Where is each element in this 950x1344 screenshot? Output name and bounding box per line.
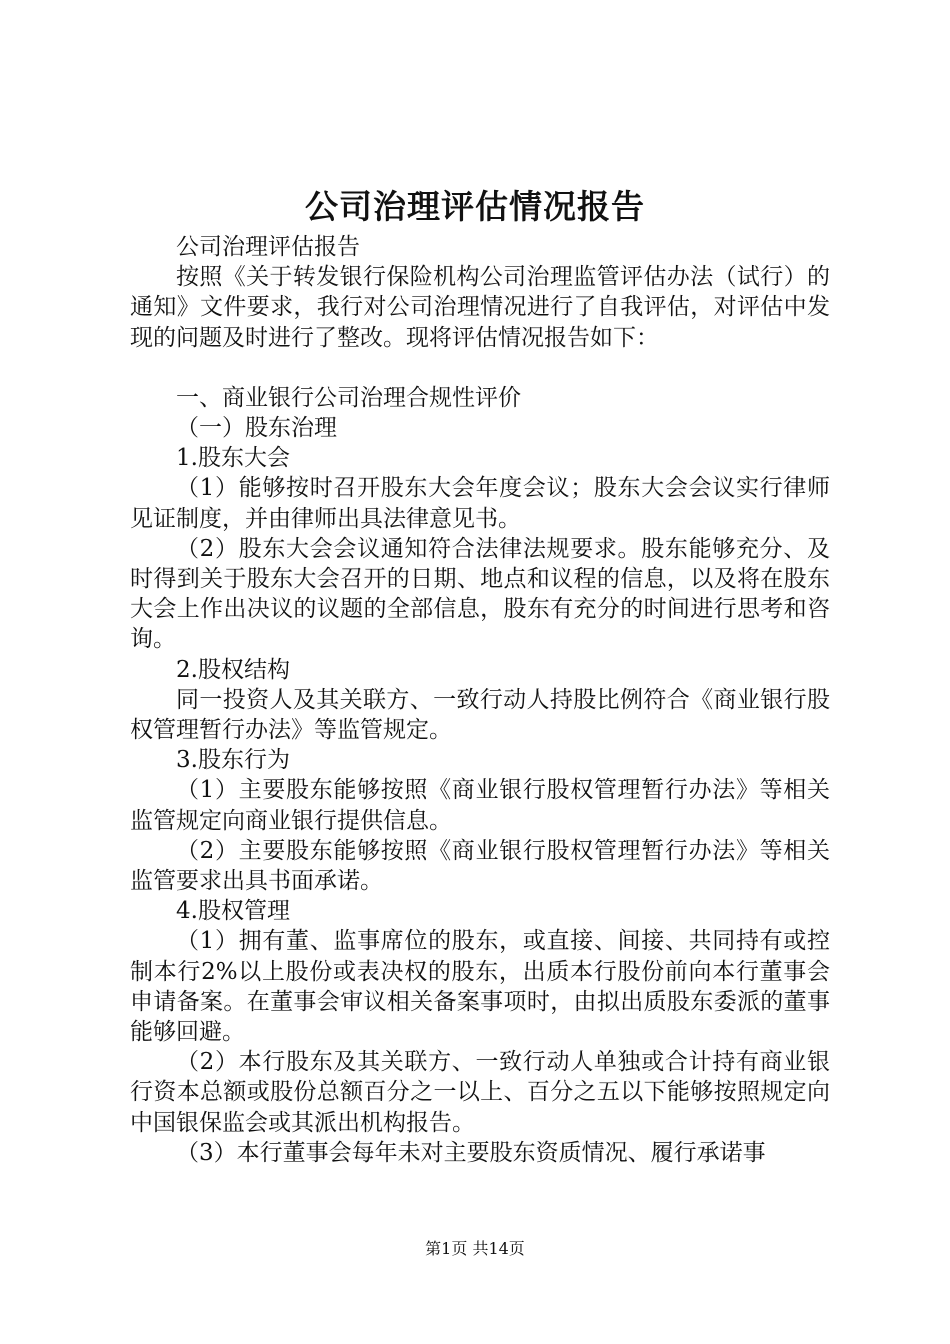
paragraph-item-1-2: （2）股东大会会议通知符合法律法规要求。股东能够充分、及时得到关于股东大会召开的日期、地点和议程的信息，以及将在股东大会上作出决议的议题的全部信息，股东有充分的时间进行思考和咨询。 xyxy=(130,535,830,653)
paragraph-item-4-1: （1）拥有董、监事席位的股东，或直接、间接、共同持有或控制本行2%以上股份或表决权的股东，出质本行股份前向本行董事会申请备案。在董事会审议相关备案事项时，由拟出质股东委派的董事能够回避。 xyxy=(130,928,830,1046)
heading-subsection-1: （一）股东治理 xyxy=(176,415,337,442)
heading-item-2: 2.股权结构 xyxy=(176,656,290,683)
heading-item-1: 1.股东大会 xyxy=(176,445,290,472)
document-title: 公司治理评估情况报告 xyxy=(305,187,645,226)
paragraph-item-4-3: （3）本行董事会每年未对主要股东资质情况、履行承诺事 xyxy=(176,1139,766,1166)
paragraph-item-4-2: （2）本行股东及其关联方、一致行动人单独或合计持有商业银行资本总额或股份总额百分之一以上、百分之五以下能够按照规定向中国银保监会或其派出机构报告。 xyxy=(130,1049,830,1136)
paragraph-item-1-1: （1）能够按时召开股东大会年度会议；股东大会会议实行律师见证制度，并由律师出具法律意见书。 xyxy=(130,475,830,532)
document-body xyxy=(130,232,830,1168)
heading-item-3: 3.股东行为 xyxy=(176,747,290,774)
paragraph-intro: 按照《关于转发银行保险机构公司治理监管评估办法（试行）的通知》文件要求，我行对公司治理情况进行了自我评估，对评估中发现的问题及时进行了整改。现将评估情况报告如下： xyxy=(130,264,830,351)
heading-section-1: 一、商业银行公司治理合规性评价 xyxy=(176,384,521,411)
paragraph-item-3-2: （2）主要股东能够按照《商业银行股权管理暂行办法》等相关监管要求出具书面承诺。 xyxy=(130,837,830,895)
paragraph-subtitle: 公司治理评估报告 xyxy=(176,234,360,260)
paragraph-item-2: 同一投资人及其关联方、一致行动人持股比例符合《商业银行股权管理暂行办法》等监管规定。 xyxy=(130,686,830,744)
heading-item-4: 4.股权管理 xyxy=(176,898,290,925)
page-footer: 第1页 共14页 xyxy=(425,1239,525,1258)
paragraph-item-3-1: （1）主要股东能够按照《商业银行股权管理暂行办法》等相关监管规定向商业银行提供信息。 xyxy=(130,777,830,834)
